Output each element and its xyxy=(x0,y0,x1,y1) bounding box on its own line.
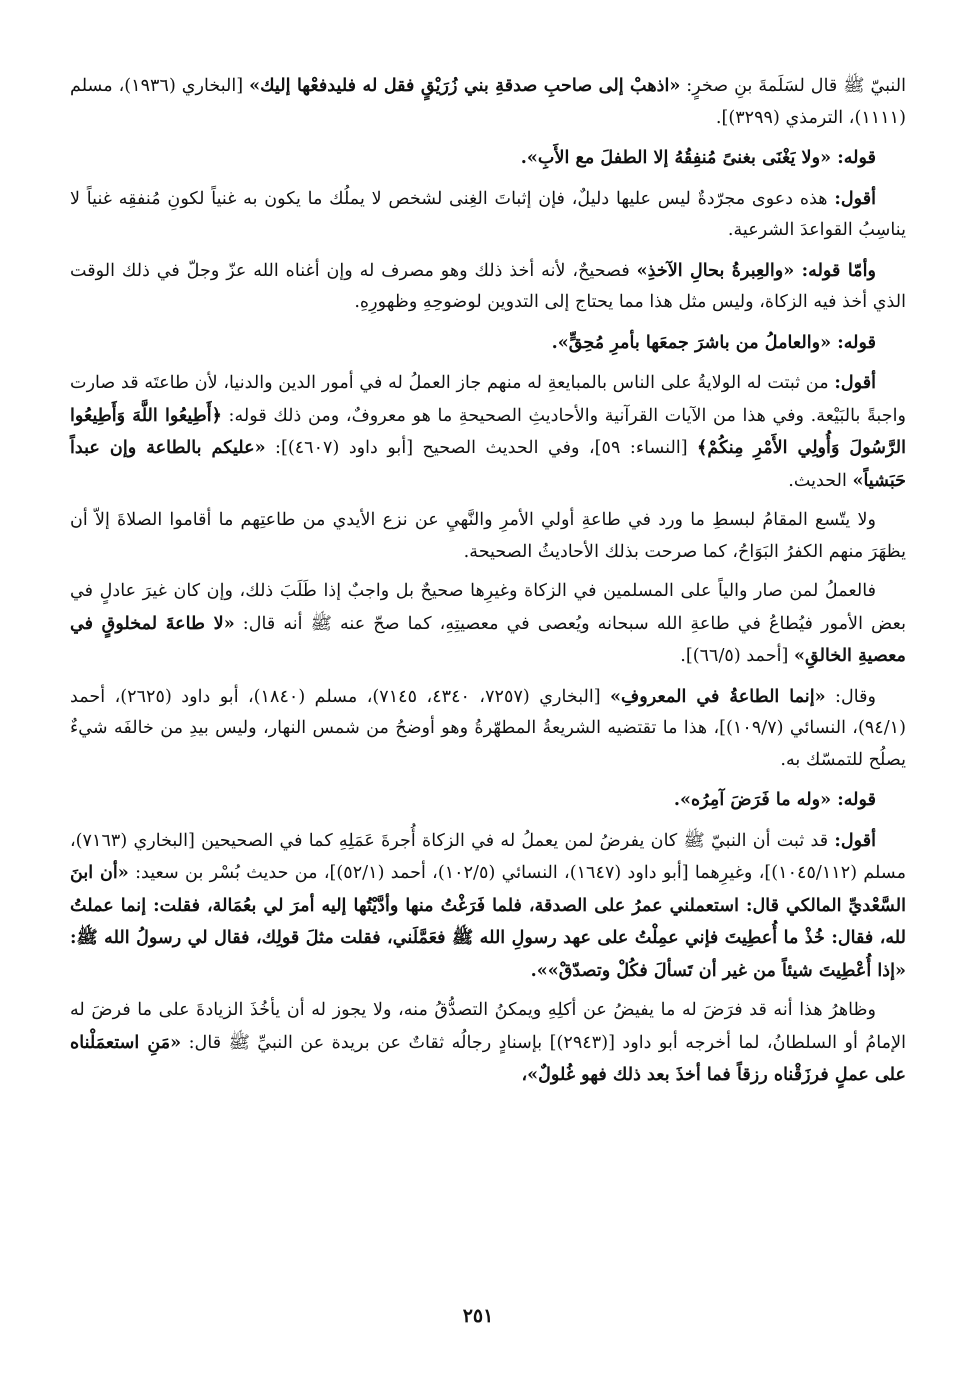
bold-text-run: «عليكم بالطاعة وإن عبداً حَبَشياً» xyxy=(70,437,906,491)
paragraph xyxy=(70,576,906,673)
text-run: ولا يتّسع المقامُ لبسطِ ما ورد في طاعةِ أولي الأمرِ والنَّهيِ عن نزع الأيدي من طاعتِهم ما أقاموا الصلاةَ إلاّ أن يظهَرَ منهم الكفرُ البَوَاحُ، كما صرحت بذلك الأحاديثُ الصحيحة. xyxy=(70,510,906,562)
paragraph xyxy=(70,505,906,568)
paragraph xyxy=(70,70,906,134)
bold-text-run: قوله: «ولا يَغْنَى بغنىً مُنفِقُهُ إلا الطفلَ مع الأَبِ». xyxy=(520,147,876,168)
paragraph xyxy=(70,681,906,777)
bold-text-run: قوله: «والعاملُ من باشرَ جمعَها بأمرِ مُحِقٍّ». xyxy=(551,331,876,353)
text-run: النبيّ ﷺ قال لسَلَمةَ بنِ صخرٍ: xyxy=(680,76,906,96)
bold-text-run: «أن ابنَ السَّعْديِّ المالكي قال: استعملني عمرُ على الصدقة، فلما فَرَغْتُ منها وأدَّيْتُها إليه أمرَ لي بعُمَالة، فقلت: إنما عملتُ لله، فقال: خُذْ ما أُعطِيتَ فإني عمِلْتُ على عهد رسولِ الله ﷺ فعَمَّلَني، فقلت مثلَ قولِك، فقال لي رسولُ الله ﷺ: «إذا أُعْطِيتَ شيئاً من غير أن تَسألَ فكُلْ وتصدّقْ»». xyxy=(70,862,906,981)
text-run: فالعملُ لمن صار والياً على المسلمين في الزكاة وغيرِها صحيحٌ بل واجبٌ إذا طَلَبَ ذلك، وإن كان غيرَ عادلٍ في بعض الأمور فيُطاعُ في طاعةِ الله سبحانه ويُعصى في معصيتِهِ، كما صحّ عنه ﷺ أنه قال: xyxy=(70,581,906,634)
bold-text-run: «لا طاعةَ لمخلوقٍ في معصيةِ الخالقِ» xyxy=(70,612,906,666)
bold-text-run: «مَنِ استعمَلْناه على عملٍ فرزَقْناه رزقاً فما أخذَ بعد ذلك فهو غُلولٌ»، xyxy=(70,1031,906,1085)
text-run: قد ثبت أن النبيّ ﷺ كان يفرضُ لمن يعملُ له في الزكاة أُجرةَ عَمَلِهِ كما في الصحيحين [البخاري (٧١٦٣)، مسلم (١٠٤٥/١١٢)]، وغيرِهما [أبو داود (١٦٤٧)، النسائي (١٠٢/٥)، أحمد (٥٢/١)]، من حديث بُسْر بن سعيد: xyxy=(70,830,906,883)
paragraph xyxy=(70,183,906,247)
bold-text-run: «إنما الطاعةُ في المعروفِ» xyxy=(610,685,826,707)
bold-text-run: أقول: xyxy=(834,187,876,209)
bold-text-run: «اذهبْ إلى صاحبِ صدقةِ بني زُرَيْقٍ فقل له فليدفعْها إليك» xyxy=(249,75,681,96)
bold-text-run: ﴿أَطِيعُوا اللَّهَ وَأَطِيعُوا الرَّسُولَ وَأُولِي الأَمْرِ مِنكُمْ﴾ xyxy=(70,404,906,458)
text-run: [أحمد (٦٦/٥)]. xyxy=(680,646,794,666)
paragraph xyxy=(70,784,906,817)
paragraph xyxy=(70,995,906,1092)
paragraph xyxy=(70,255,906,319)
text-run: [النساء: ٥٩]، وفي الحديث الصحيح [أبو داود (٤٦٠٧)]: xyxy=(265,438,698,458)
text-run: وقال: xyxy=(825,686,876,707)
text-run: [البخاري (٧٢٥٧، ٤٣٤٠، ٧١٤٥)، مسلم (١٨٤٠)، أبو داود (٢٦٢٥)، أحمد (٩٤/١)، النسائي (١٠٩/٧)]، هذا ما تقتضيه الشريعةُ المطهّرةُ وهو أوضحُ من شمس النهار، وليس بيدِ من خالفَه شيءٌ يصلُح للتمسّك به. xyxy=(70,686,906,770)
paragraph xyxy=(70,825,906,988)
bold-text-run: قوله: «وله ما فَرَضَ آمِرُه». xyxy=(673,789,876,810)
bold-text-run: وأمّا قوله: «والعِبرةُ بحالِ الآخذِ» xyxy=(636,259,876,281)
text-run: هذه دعوى مجرّدةٌ ليس عليها دليلٌ، فإن إثباتَ الغِنى لشخص لا يملُك ما يكون به غنياً لكونِ مُنفقِه غنياً لا يناسِبُ القواعدَ الشرعية. xyxy=(70,188,906,240)
page-body xyxy=(70,70,906,1100)
text-run: من ثبتت له الولايةُ على الناس بالمبايعةِ له منهم جاز العملُ له في أمور الدين والدنيا، لأن طاعتَه قد صارت واجبةً بالبَيْعة. وفي هذا من الآيات القرآنية والأحاديثِ الصحيحةِ ما هو معروفٌ، ومن ذلك قوله: xyxy=(70,373,907,426)
text-run: وظاهرُ هذا أنه قد فرَضَ له ما يفيضُ عن أكلِهِ ويمكنُ التصدُّقُ منه، ولا يجوز له أن يأخُذَ الزيادةَ على ما فرضَ له الإمامُ أو السلطانُ، لما أخرجه أبو داود [(٢٩٤٣)] بإسنادٍ رجالُه ثقاتٌ عن بريدة عن النبيِّ ﷺ قال: xyxy=(70,1000,907,1053)
text-run: فصحيحٌ، لأنه أخذ ذلك وهو مصرف له وإن أغناه الله عزّ وجلّ في ذلك الوقت الذي أخذ فيه الزكاة، وليس مثل هذا مما يحتاج إلى التدوين لوضوحِهِ وظهورِهِ. xyxy=(70,260,906,312)
paragraph xyxy=(70,367,906,497)
bold-text-run: أقول: xyxy=(834,372,876,393)
bold-text-run: أقول: xyxy=(834,829,876,851)
page-number: ٢٥١ xyxy=(462,1305,494,1327)
text-run: الحديث. xyxy=(788,470,853,491)
paragraph xyxy=(70,142,906,175)
text-run: [البخاري (١٩٣٦)، مسلم (١١١١)، الترمذي (٣٢٩٩)]. xyxy=(70,76,906,128)
paragraph xyxy=(70,327,906,360)
